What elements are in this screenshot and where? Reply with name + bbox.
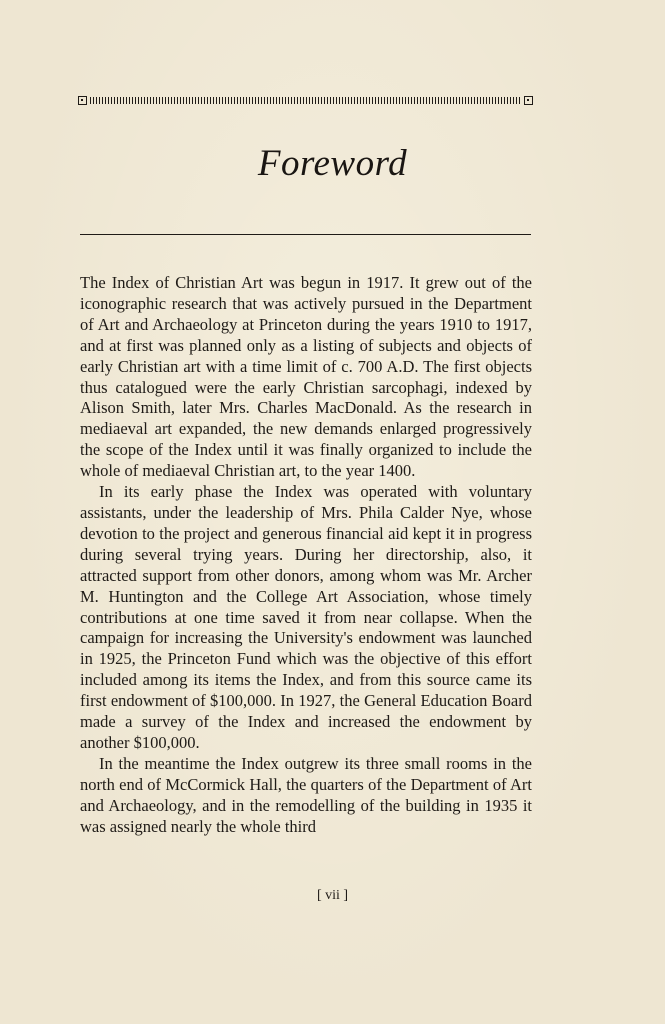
decorative-border-ornament bbox=[78, 96, 533, 108]
ornament-dotted-rule bbox=[90, 97, 521, 104]
page-title: Foreword bbox=[257, 143, 408, 184]
page-number: [ vii ] bbox=[316, 888, 349, 903]
foreword-body bbox=[80, 273, 532, 837]
ornament-square-icon-left bbox=[78, 96, 87, 105]
paragraph-1: The Index of Christian Art was begun in 1917. It grew out of the iconographic research that was actively pursued in the Department of Art and Archaeology at Princeton during the years 1910 to 1917, and at first was planned only as a listing of subjects and objects of early Christian art with a time limit of c. 700 A.D. The first objects thus catalogued were the early Christian sarcophagi, indexed by Alison Smith, later Mrs. Charles MacDonald. As the research in mediaeval art expanded, the new demands enlarged progressively the scope of the Index until it was finally organized to include the whole of mediaeval Christian art, to the year 1400. bbox=[80, 273, 532, 481]
title-divider-rule bbox=[80, 234, 531, 235]
paragraph-3: In the meantime the Index outgrew its three small rooms in the north end of McCormick Hall, the quarters of the Department of Art and Archaeology, and in the remodelling of the building in 1935 it was assigned nearly the whole third bbox=[80, 753, 532, 836]
ornament-square-icon-right bbox=[524, 96, 533, 105]
paragraph-2: In its early phase the Index was operated with voluntary assistants, under the leadership of Mrs. Phila Calder Nye, whose devotion to the project and generous financial aid kept it in progress during several trying years. During her directorship, also, it attracted support from other donors, among whom was Mr. Archer M. Huntington and the College Art Association, whose timely contributions at one time saved it from near collapse. When the campaign for increasing the University's endowment was launched in 1925, the Princeton Fund which was the objective of this effort included among its items the Index, and from this source came its first endowment of $100,000. In 1927, the General Education Board made a survey of the Index and increased the endowment by another $100,000. bbox=[80, 482, 532, 752]
